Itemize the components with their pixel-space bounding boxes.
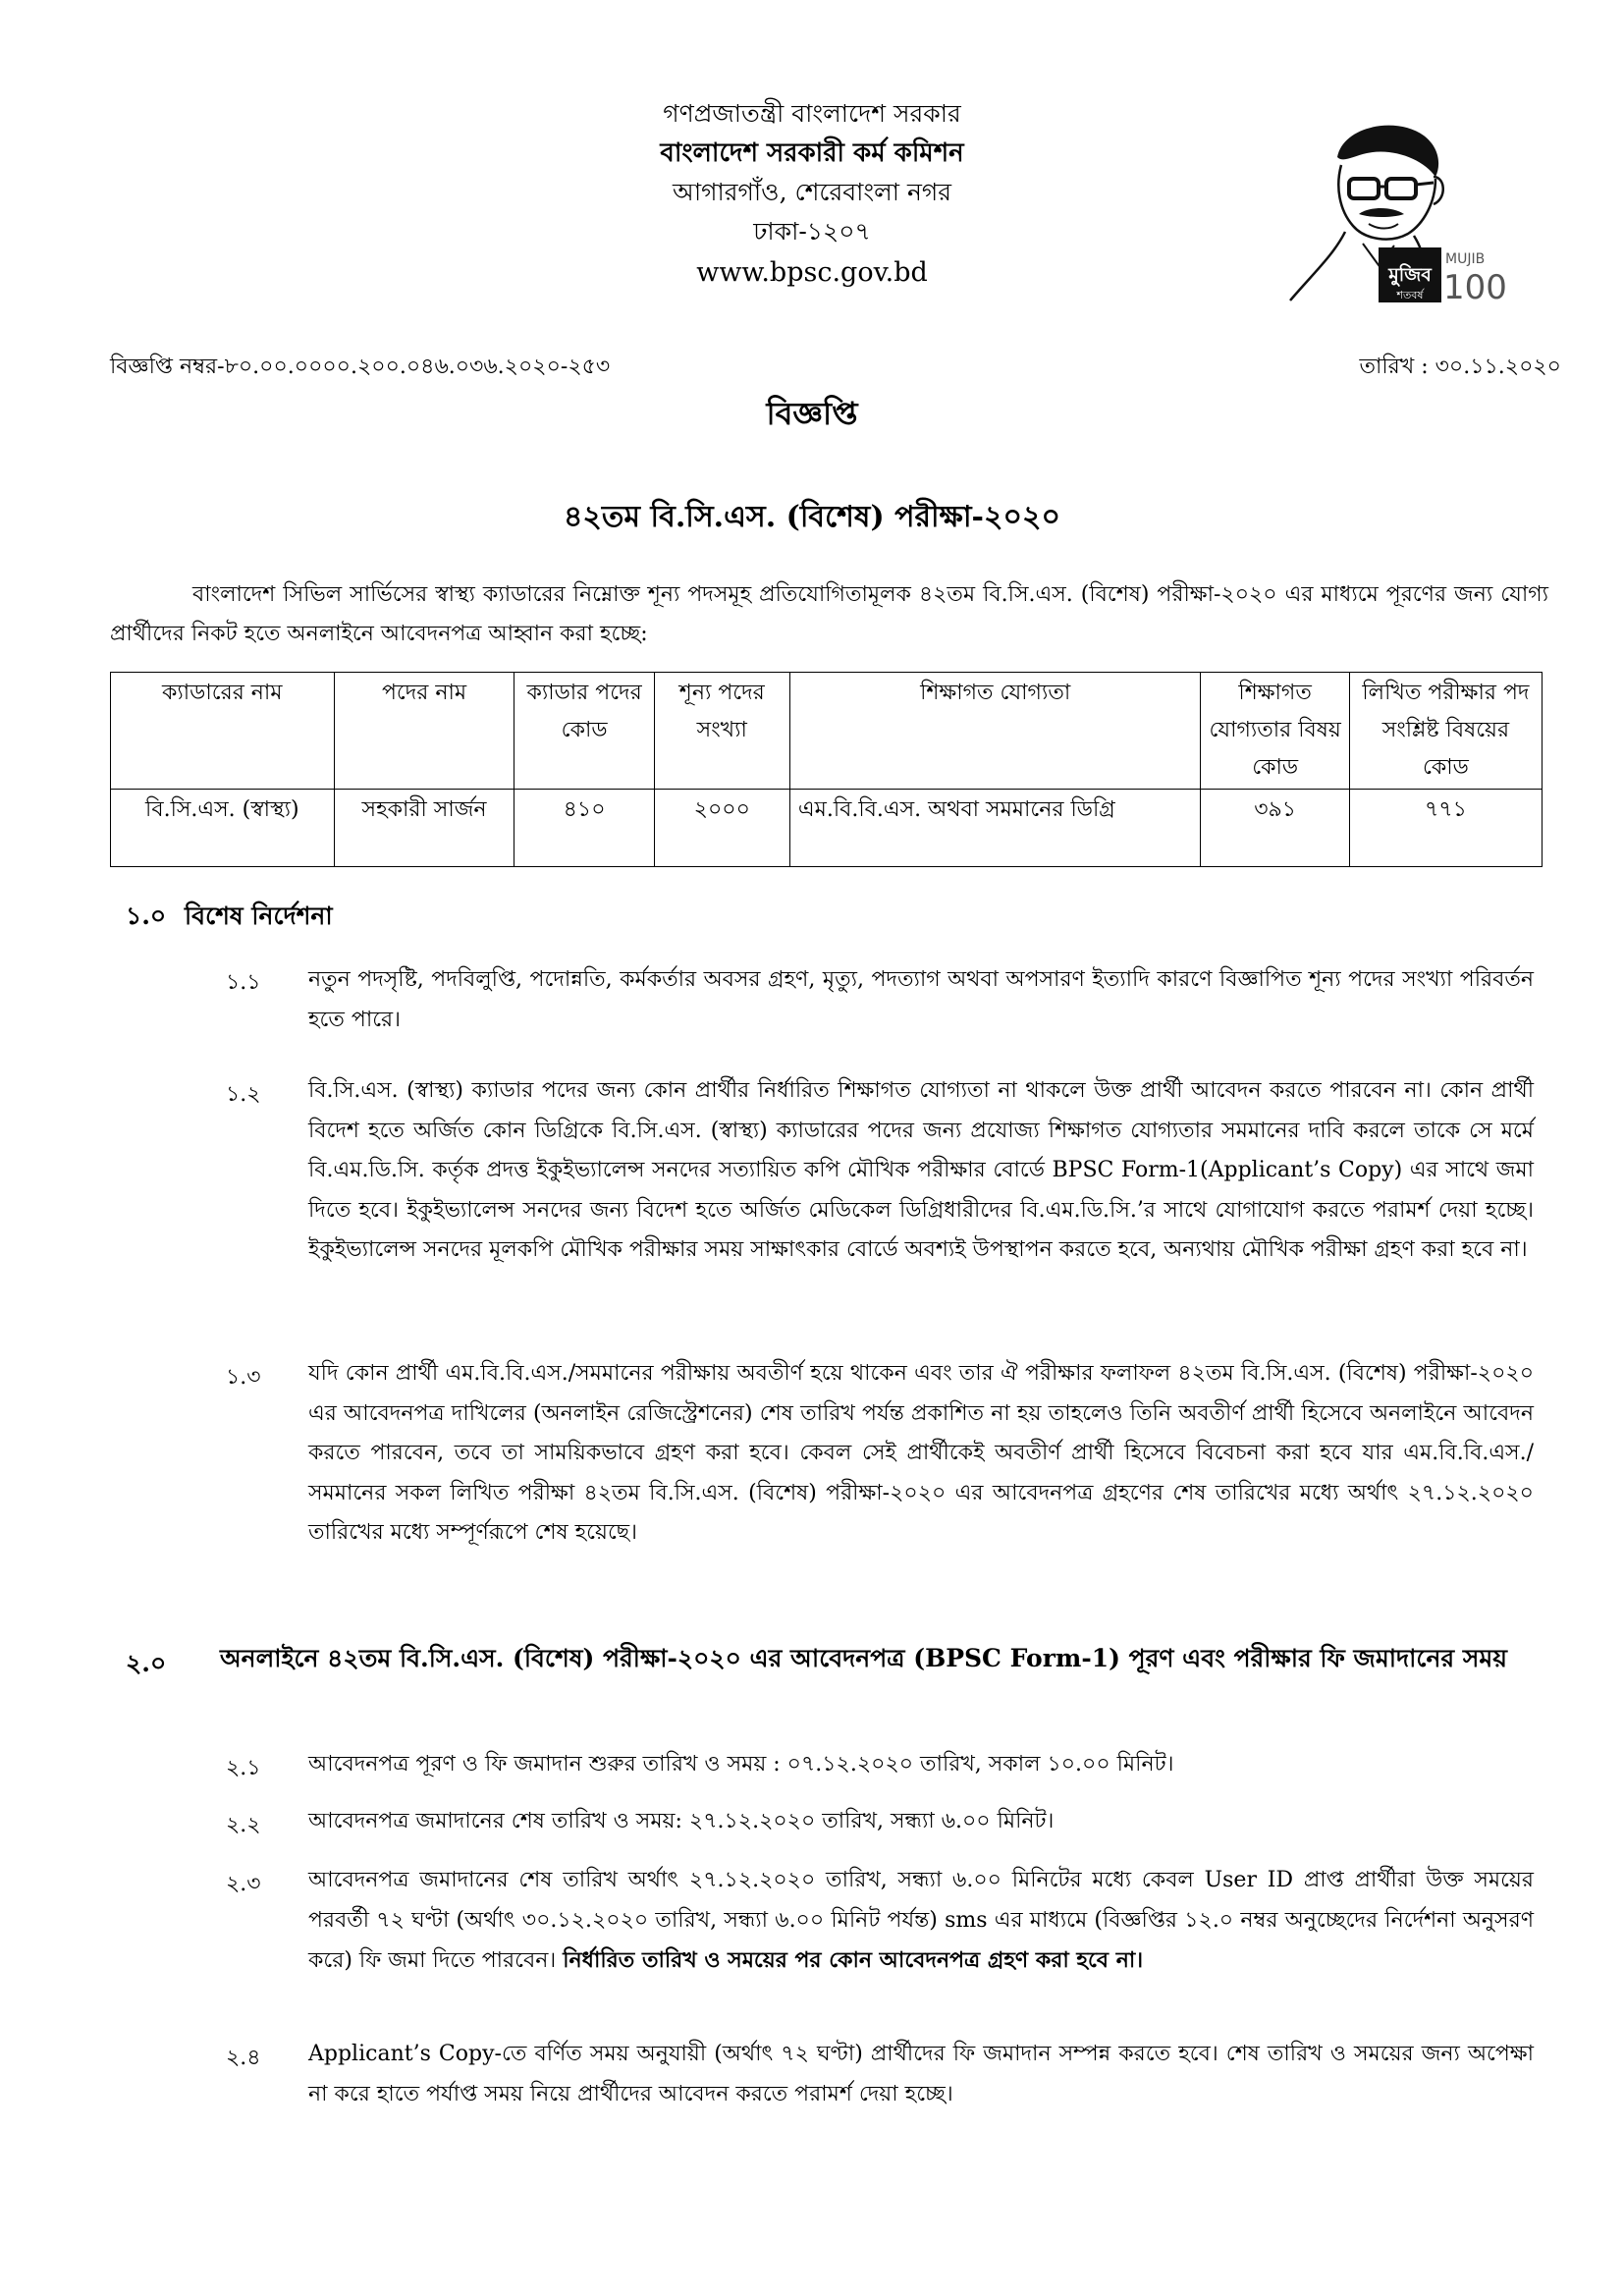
item-2-3-paragraph [308,1861,1534,1982]
item-1-2-number: ১.২ [226,1082,261,1107]
item-1-3-text: যদি কোন প্রার্থী এম.বি.বি.এস./সমমানের পরীক্ষায় অবতীর্ণ হয়ে থাকেন এবং তার ঐ পরীক্ষার ফলাফল ৪২তম বি.সি.এস. (বিশেষ) পরীক্ষা-২০২০ এর আবেদনপত্র দাখিলের (অনলাইন রেজিস্ট্রেশনের) শেষ তারিখ পর্যন্ত প্রকাশিত না হয় তাহলেও তিনি অবতীর্ণ প্রার্থী হিসেবে অনলাইনে আবেদন করতে পারবেন, তবে তা সাময়িকভাবে গ্রহণ করা হবে। কেবল সেই প্রার্থীকেই অবতীর্ণ প্রার্থী হিসেবে বিবেচনা করা হবে যার এম.বি.বি.এস./সমমানের সকল লিখিত পরীক্ষা ৪২তম বি.সি.এস. (বিশেষ) পরীক্ষা-২০২০ এর আবেদনপত্র গ্রহণের শেষ তারিখের মধ্যে অর্থাৎ ২৭.১২.২০২০ তারিখের মধ্যে সম্পূর্ণরূপে শেষ হয়েছে। [308,1361,1534,1545]
commission-name: বাংলাদেশ সরকারী কর্ম কমিশন [660,138,964,168]
cell-vacancy-count: ২০০০ [654,790,789,867]
reference-date: তারিখ : ৩০.১১.২০২০ [1359,355,1561,379]
logo-mujib-text: মুজিব [1388,264,1432,286]
table-header-row [111,673,1543,790]
item-2-3-number: ২.৩ [226,1872,261,1896]
cell-written-code: ৭৭১ [1349,790,1542,867]
section1-title: বিশেষ নির্দেশনা [185,902,333,930]
item-2-4-number: ২.৪ [226,2046,261,2070]
item-2-3-text: আবেদনপত্র জমাদানের শেষ তারিখ অর্থাৎ ২৭.১২.২০২০ তারিখ, সন্ধ্যা ৬.০০ মিনিটের মধ্যে কেবল User ID প্রাপ্ত প্রার্থীরা উক্ত সময়ের পরবর্তী ৭২ ঘণ্টা (অর্থাৎ ৩০.১২.২০২০ তারিখ, সন্ধ্যা ৬.০০ মিনিট পর্যন্ত) sms এর মাধ্যমে (বিজ্ঞপ্তির ১২.০ নম্বর অনুচ্ছেদের নির্দেশনা অনুসরণ করে) ফি জমা দিতে পারবেন। [308,1868,1534,1973]
mujib-borsho-logo [1276,108,1512,304]
notice-title: বিজ্ঞপ্তি [766,395,858,432]
col-header-vacancy-count: শূন্য পদের সংখ্যা [654,673,789,790]
cell-qualification-code: ৩৯১ [1201,790,1349,867]
intro-paragraph: বাংলাদেশ সিভিল সার্ভিসের স্বাস্থ্য ক্যাডারের নিম্নোক্ত শূন্য পদসমূহ প্রতিযোগিতামূলক ৪২তম বি.সি.এস. (বিশেষ) পরীক্ষা-২০২০ এর মাধ্যমে পূরণের জন্য যোগ্য প্রার্থীদের নিকট হতে অনলাইনে আবেদনপত্র আহ্বান করা হচ্ছে: [110,582,1548,646]
exam-title: ৪২তম বি.সি.এস. (বিশেষ) পরীক্ষা-২০২০ [563,500,1061,534]
logo-borsho-text: শতবর্ষ [1396,289,1424,301]
section1-number: ১.০ [126,902,167,930]
cell-cadre-code: ৪১০ [514,790,654,867]
website-link[interactable]: www.bpsc.gov.bd [696,257,928,288]
address-line: আগারগাঁও, শেরেবাংলা নগর [672,178,952,206]
vacancy-table [110,672,1543,867]
item-2-2-number: ২.২ [226,1813,261,1837]
item-1-3-number: ১.৩ [226,1365,261,1390]
city-line: ঢাকা-১২০৭ [753,217,871,246]
government-name: গণপ্রজাতন্ত্রী বাংলাদেশ সরকার [663,99,961,128]
logo-100-text: 100 [1443,268,1507,304]
col-header-cadre-name: ক্যাডারের নাম [111,673,335,790]
table-row [111,790,1543,867]
col-header-qualification-code: শিক্ষাগত যোগ্যতার বিষয় কোড [1201,673,1349,790]
item-2-1-text: আবেদনপত্র পূরণ ও ফি জমাদান শুরুর তারিখ ও সময় : ০৭.১২.২০২০ তারিখ, সকাল ১০.০০ মিনিট। [308,1752,1174,1777]
section2-title: অনলাইনে ৪২তম বি.সি.এস. (বিশেষ) পরীক্ষা-২০২০ এর আবেদনপত্র (BPSC Form-1) পূরণ এবং পরীক্ষার ফি জমাদানের সময় [220,1644,1507,1672]
reference-number: বিজ্ঞপ্তি নম্বর-৮০.০০.০০০০.২০০.০৪৬.০৩৬.২০২০-২৫৩ [110,355,611,379]
col-header-qualification: শিক্ষাগত যোগ্যতা [789,673,1201,790]
item-2-4-text: Applicant’s Copy-তে বর্ণিত সময় অনুযায়ী (অর্থাৎ ৭২ ঘণ্টা) প্রার্থীদের ফি জমাদান সম্পন্ন করতে হবে। শেষ তারিখ ও সময়ের জন্য অপেক্ষা না করে হাতে পর্যাপ্ত সময় নিয়ে প্রার্থীদের আবেদন করতে পরামর্শ দেয়া হচ্ছে। [308,2042,1534,2106]
cell-qualification: এম.বি.বি.এস. অথবা সমমানের ডিগ্রি [789,790,1201,867]
cell-post-name: সহকারী সার্জন [334,790,514,867]
item-2-1-number: ২.১ [226,1756,261,1780]
item-2-2-text: আবেদনপত্র জমাদানের শেষ তারিখ ও সময়: ২৭.১২.২০২০ তারিখ, সন্ধ্যা ৬.০০ মিনিট। [308,1809,1055,1833]
cell-cadre-name: বি.সি.এস. (স্বাস্থ্য) [111,790,335,867]
item-1-1-number: ১.১ [226,970,261,995]
item-2-3-bold-text: নির্ধারিত তারিখ ও সময়ের পর কোন আবেদনপত্র গ্রহণ করা হবে না। [563,1947,1144,1973]
logo-en-text: MUJIB [1445,251,1486,267]
col-header-post-name: পদের নাম [334,673,514,790]
col-header-written-code: লিখিত পরীক্ষার পদ সংশ্লিষ্ট বিষয়ের কোড [1349,673,1542,790]
section2-number: ২.০ [126,1649,167,1677]
col-header-cadre-code: ক্যাডার পদের কোড [514,673,654,790]
item-1-1-text: নতুন পদসৃষ্টি, পদবিলুপ্তি, পদোন্নতি, কর্মকর্তার অবসর গ্রহণ, মৃত্যু, পদত্যাগ অথবা অপসারণ ইত্যাদি কারণে বিজ্ঞাপিত শূন্য পদের সংখ্যা পরিবর্তন হতে পারে। [308,967,1534,1032]
item-1-2-text: বি.সি.এস. (স্বাস্থ্য) ক্যাডার পদের জন্য কোন প্রার্থীর নির্ধারিত শিক্ষাগত যোগ্যতা না থাকলে উক্ত প্রার্থী আবেদন করতে পারবেন না। কোন প্রার্থী বিদেশ হতে অর্জিত কোন ডিগ্রিকে বি.সি.এস. (স্বাস্থ্য) ক্যাডারের পদের জন্য প্রযোজ্য শিক্ষাগত যোগ্যতার সমমানের দাবি করলে তাকে সে মর্মে বি.এম.ডি.সি. কর্তৃক প্রদত্ত ইকুইভ্যালেন্স সনদের সত্যায়িত কপি মৌখিক পরীক্ষার বোর্ডে BPSC Form-1(Applicant’s Copy) এর সাথে জমা দিতে হবে। ইকুইভ্যালেন্স সনদের জন্য বিদেশ হতে অর্জিত মেডিকেল ডিগ্রিধারীদের বি.এম.ডি.সি.’র সাথে যোগাযোগ করতে পরামর্শ দেয়া হচ্ছে। ইকুইভ্যালেন্স সনদের মূলকপি মৌখিক পরীক্ষার সময় সাক্ষাৎকার বোর্ডে অবশ্যই উপস্থাপন করতে হবে, অন্যথায় মৌখিক পরীক্ষা গ্রহণ করা হবে না। [308,1078,1534,1262]
